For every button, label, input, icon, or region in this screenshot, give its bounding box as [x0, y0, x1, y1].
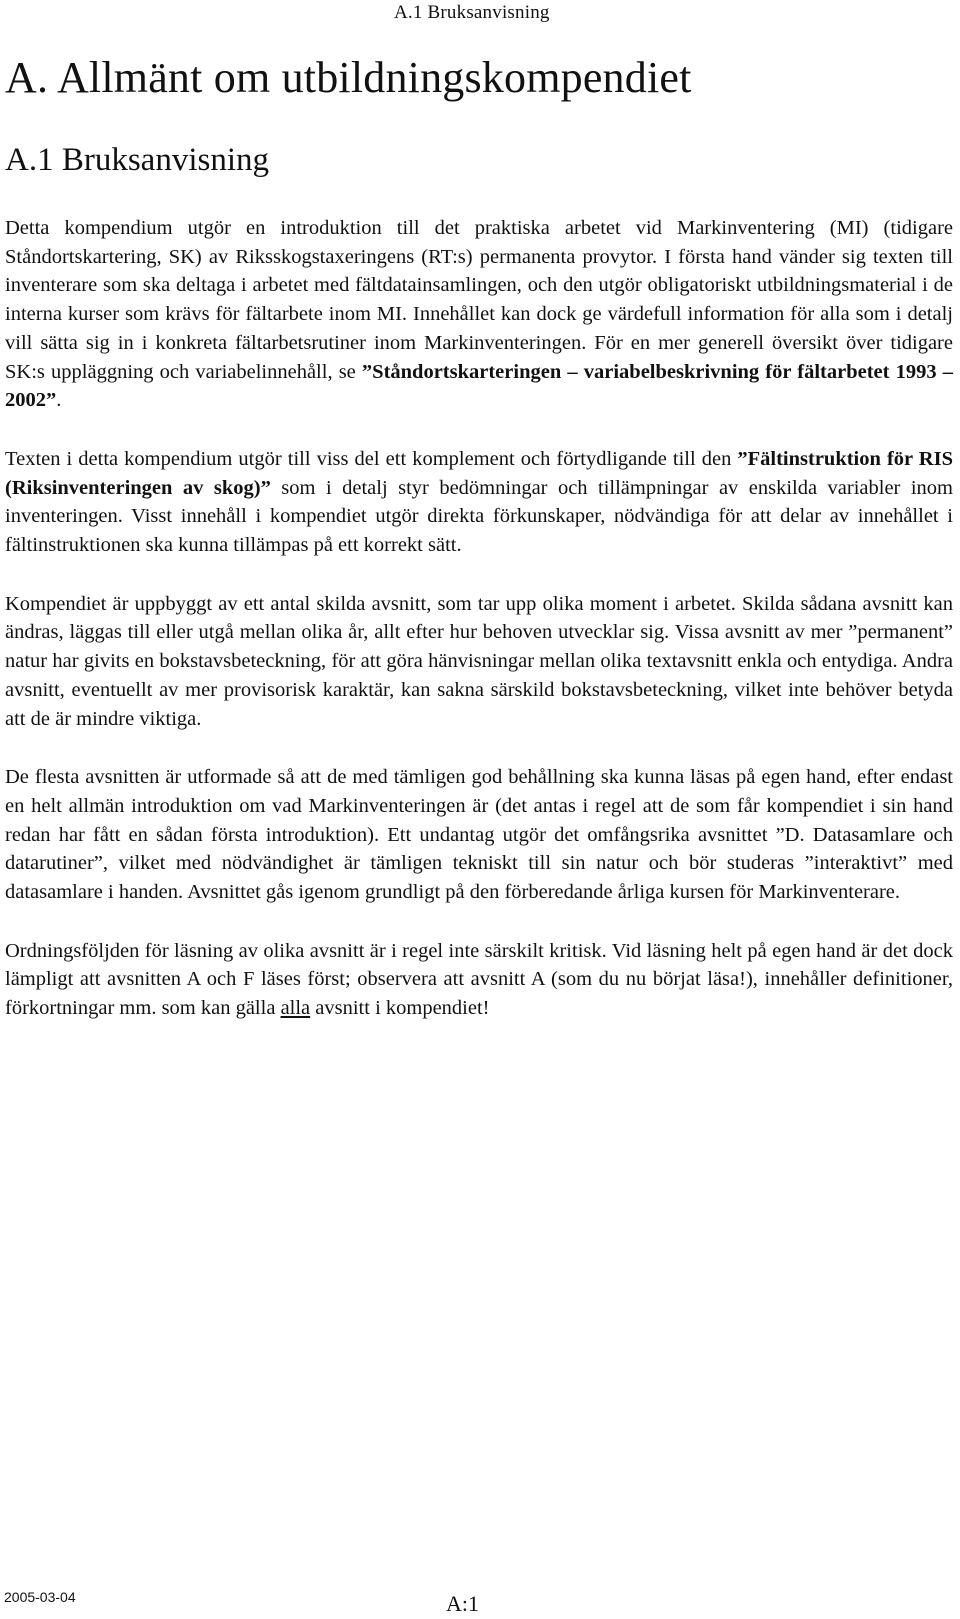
paragraph-2 — [5, 445, 953, 560]
section-title: A.1 Bruksanvisning — [5, 142, 269, 178]
page-number: A:1 — [446, 1591, 479, 1616]
paragraph-1 — [5, 214, 953, 415]
running-header: A.1 Bruksanvisning — [394, 2, 550, 23]
paragraph-4: De flesta avsnitten är utformade så att de med tämligen god behållning ska kunna läsas på egen hand, efter endast en helt allmän introduktion om vad Markinventeringen är (det antas i regel att de som får kompendiet i sin hand redan har fått en sådan första introduktion). Ett undantag utgör det omfångsrika avsnittet ”D. Datasamlare och datarutiner”, vilket med nödvändighet är tämligen tekniskt till sin natur och bör studeras ”interaktivt” med datasamlare i handen. Avsnittet gås igenom grundligt på den förberedande årliga kursen för Markinventerare. — [5, 766, 953, 904]
paragraph-1-text: Detta kompendium utgör en introduktion till det praktiska arbetet vid Markinventering (MI) (tidigare Ståndortskartering, SK) av Riksskogstaxeringens (RT:s) permanenta provytor. I första hand vänder sig texten till inventerare som ska deltaga i arbetet med fältdatainsamlingen, och den utgör obligatoriskt utbildningsmaterial i de interna kurser som krävs för fältarbete inom MI. Innehållet kan dock ge värdefull information för alla som i detalj vill sätta sig in i konkreta fältarbetsrutiner inom Markinventeringen. För en mer generell översikt över tidigare SK:s uppläggning och variabelinnehåll, se — [5, 217, 953, 383]
emphasis-alla: alla — [280, 997, 311, 1020]
chapter-title: A. Allmänt om utbildningskompendiet — [5, 53, 692, 102]
section-text — [5, 214, 953, 1023]
paragraph-1-end: . — [56, 389, 62, 412]
paragraph-5-text-start: Ordningsföljden för läsning av olika avsnitt är i regel inte särskilt kritisk. Vid läsning helt på egen hand är det dock lämpligt att avsnitten A och F läses först; observera att avsnitt A (som du nu börjat läsa!), innehåller definitioner, förkortningar mm. som kan gälla — [5, 939, 953, 1020]
paragraph-5-text-end: avsnitt i kompendiet! — [310, 997, 490, 1020]
paragraph-3: Kompendiet är uppbyggt av ett antal skilda avsnitt, som tar upp olika moment i arbetet. Skilda sådana avsnitt kan ändras, läggas till eller utgå mellan olika år, allt efter hur behoven utvecklar sig. Vissa avsnitt av mer ”permanent” natur har givits en bokstavsbeteckning, för att göra hänvisningar mellan olika textavsnitt enkla och entydiga. Andra avsnitt, eventuellt av mer provisorisk karaktär, kan sakna särskild bokstavsbeteckning, vilket inte behöver betyda att de är mindre viktiga. — [5, 592, 953, 730]
reference-faltinstruktion: ”Fältinstruktion för RIS (Riksinventeringen av skog)” — [5, 447, 953, 499]
footer-date: 2005-03-04 — [4, 1589, 76, 1605]
document-body — [5, 50, 953, 1053]
paragraph-2-text-start: Texten i detta kompendium utgör till viss del ett komplement och förtydligande till den — [5, 447, 738, 470]
paragraph-5 — [5, 937, 953, 1023]
paragraph-2-text-end: som i detalj styr bedömningar och tillämpningar av enskilda variabler inom inventeringen. Visst innehåll i kompendiet utgör direkta förkunskaper, nödvändiga för att delar av innehållet i fältinstruktionen ska kunna tillämpas på ett korrekt sätt. — [5, 476, 953, 557]
reference-standortskarteringen: ”Ståndortskarteringen – variabelbeskrivning för fältarbetet 1993 – 2002” — [5, 360, 953, 412]
